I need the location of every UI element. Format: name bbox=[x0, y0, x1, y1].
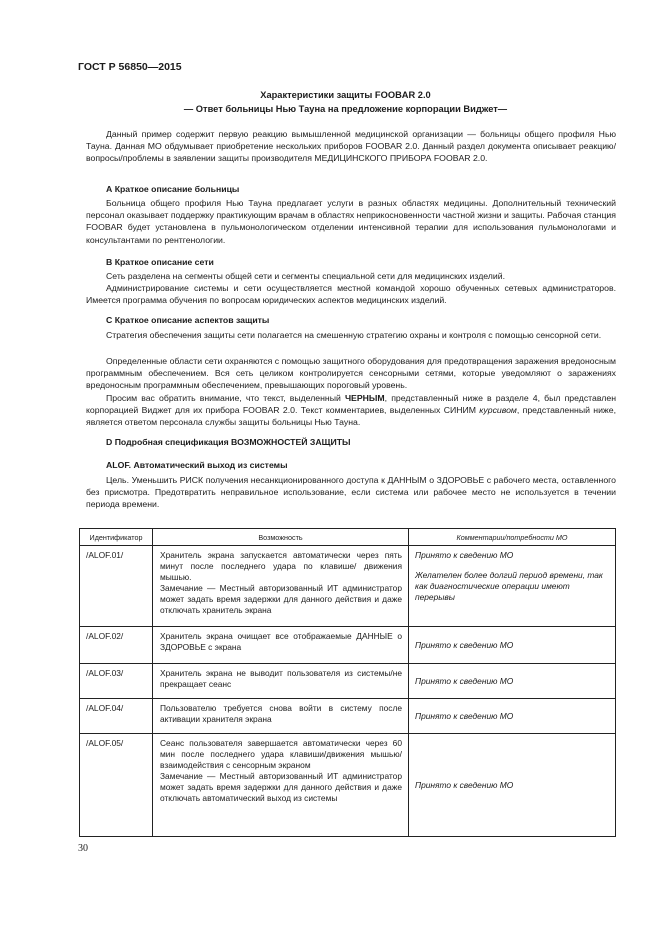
table-row bbox=[80, 734, 616, 837]
capability-text: Хранитель экрана очищает все отображаемые ДАННЫЕ о ЗДОРОВЬЕ с экрана bbox=[160, 631, 402, 652]
page-number: 30 bbox=[78, 843, 88, 854]
header-capability: Возможность bbox=[153, 529, 409, 546]
table-row bbox=[80, 664, 616, 699]
table-row bbox=[80, 546, 616, 627]
table-row bbox=[80, 627, 616, 664]
heading-c: С Краткое описание аспектов защиты bbox=[106, 315, 270, 325]
capability-text: Сеанс пользователя завершается автоматически через 60 мин после последнего удара клавиши/движения мышью/взаимодействия с сенсорным экраном bbox=[160, 738, 402, 770]
c3-text-c: , представленный ниже, является ответом персонала службы защиты больницы Нью Тауна. bbox=[86, 405, 616, 428]
heading-alof: ALOF. Автоматический выход из системы bbox=[106, 460, 288, 470]
table-row bbox=[80, 699, 616, 734]
row-comment bbox=[409, 699, 616, 734]
comment-extra: Желателен более долгий период времени, так как диагностические операции имеют перерывы bbox=[415, 570, 603, 602]
comment-text: Принято к сведению МО bbox=[415, 550, 514, 560]
row-capability bbox=[153, 664, 409, 699]
paragraph-c3 bbox=[86, 392, 616, 429]
paragraph-c1: Стратегия обеспечения защиты сети полагается на смешенную стратегию охраны и контроля с помощью сенсорной сети. bbox=[106, 330, 602, 340]
comment-text: Принято к сведению МО bbox=[415, 675, 514, 686]
document-id: ГОСТ Р 56850—2015 bbox=[78, 61, 182, 73]
table-header-row bbox=[80, 529, 616, 546]
row-capability bbox=[153, 546, 409, 627]
heading-b: В Краткое описание сети bbox=[106, 257, 214, 267]
capability-text: Хранитель экрана запускается автоматически через пять минут после последнего удара по клавише/ движения мышью. bbox=[160, 550, 402, 582]
row-identifier: /ALOF.01/ bbox=[80, 546, 153, 627]
row-capability bbox=[153, 699, 409, 734]
header-comments: Комментарии/потребности МО bbox=[409, 529, 616, 546]
c3-text-b: , представленный ниже в разделе 4, был представлен корпорацией Виджет для их прибора FOOBAR 2.0. Текст комментариев, выделенных СИНИМ bbox=[86, 393, 616, 416]
heading-d: D Подробная спецификация ВОЗМОЖНОСТЕЙ ЗАЩИТЫ bbox=[106, 437, 351, 447]
section-title: Характеристики защиты FOOBAR 2.0 bbox=[260, 90, 431, 100]
row-capability bbox=[153, 734, 409, 837]
c3-text-a: Просим вас обратить внимание, что текст, выделенный bbox=[106, 393, 345, 403]
heading-a: А Краткое описание больницы bbox=[106, 184, 240, 194]
comment-text: Принято к сведению МО bbox=[415, 639, 514, 650]
row-identifier: /ALOF.05/ bbox=[80, 734, 153, 837]
row-identifier: /ALOF.02/ bbox=[80, 627, 153, 664]
row-capability bbox=[153, 627, 409, 664]
capability-text: Хранитель экрана не выводит пользователя из системы/не прекращает сеанс bbox=[160, 668, 402, 689]
capability-note: Замечание — Местный авторизованный ИТ администратор может задать время задержки для данного действия и даже отключать хранитель экрана bbox=[160, 583, 402, 615]
row-comment bbox=[409, 664, 616, 699]
header-identifier: Идентификатор bbox=[80, 529, 153, 546]
paragraph-c2: Определенные области сети охраняются с помощью защитного оборудования для предотвращения заражения вредоносным программным обеспечением. Вся сеть целиком контролируется сенсорными сетями, которые уведомляют о заражениях вредоносным программным обеспечением, превышающих пороговый уровень. bbox=[86, 356, 616, 391]
row-comment bbox=[409, 734, 616, 837]
row-identifier: /ALOF.03/ bbox=[80, 664, 153, 699]
paragraph-b1: Сеть разделена на сегменты общей сети и сегменты специальной сети для медицинских изделий. bbox=[106, 271, 505, 281]
row-identifier: /ALOF.04/ bbox=[80, 699, 153, 734]
comment-text: Принято к сведению МО bbox=[415, 779, 514, 790]
paragraph-alof: Цель. Уменьшить РИСК получения несанкционированного доступа к ДАННЫМ о ЗДОРОВЬЕ с рабочего места, оставленного без присмотра. Предотвратить неправильное использование, если система или рабочее место не используется в течении периода времени. bbox=[86, 475, 616, 510]
alof-table bbox=[79, 528, 616, 837]
row-comment bbox=[409, 627, 616, 664]
capability-text: Пользователю требуется снова войти в систему после активации хранителя экрана bbox=[160, 703, 402, 724]
paragraph-a: Больница общего профиля Нью Тауна предлагает услуги в разных областях медицины. Дополнительный технический персонал оказывает поддержку практикующим врачам в областях неприкосновенности частной жизни и защиты. Рабочая станция FOOBAR будет установлена в пульмонологическом отделении интенсивной терапии для использования пульмонологами и консультантами по рентгенологии. bbox=[86, 198, 616, 245]
comment-text: Принято к сведению МО bbox=[415, 710, 514, 721]
c3-text-italic: курсивом bbox=[479, 405, 517, 416]
paragraph-b2: Администрирование системы и сети осуществляется местной командой хорошо обученных сетевых администраторов. Имеется программа обучения по вопросам юридических аспектов медицинских изделий. bbox=[86, 283, 616, 306]
capability-note: Замечание — Местный авторизованный ИТ администратор может задать время задержки для данного действия и даже отключать автоматический выход из системы bbox=[160, 771, 402, 803]
row-comment bbox=[409, 546, 616, 627]
c3-text-bold: ЧЕРНЫМ bbox=[344, 393, 385, 403]
intro-paragraph: Данный пример содержит первую реакцию вымышленной медицинской организации — больницы общего профиля Нью Тауна. Данная МО обдумывает приобретение нескольких приборов FOOBAR 2.0. Данный раздел документа описывает реакцию/вопросы/проблемы в заявлении защиты производителя МЕДИЦИНСКОГО ПРИБОРА FOOBAR 2.0. bbox=[86, 129, 616, 164]
section-subtitle: — Ответ больницы Нью Тауна на предложение корпорации Виджет— bbox=[183, 104, 508, 114]
